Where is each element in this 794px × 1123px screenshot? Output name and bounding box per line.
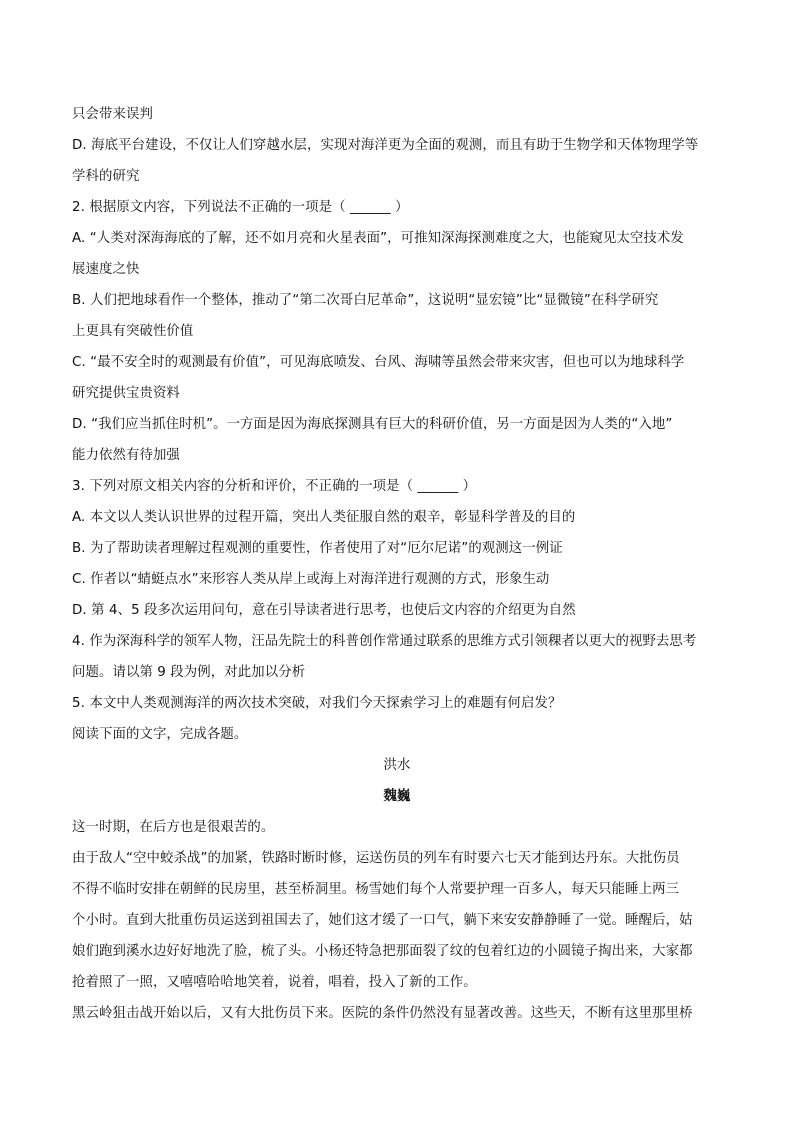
- text-line: 不得不临时安排在朝鲜的民房里，甚至桥洞里。杨雪她们每个人常要护理一百多人，每天只能睡上两三: [72, 882, 680, 897]
- text-line: 问题。请以第 9 段为例，对此加以分析: [72, 665, 306, 680]
- question-2-option-b: B. 人们把地球看作一个整体，推动了“第二次哥白尼革命”，这说明“显宏镜”比“显微镜”在科学研究: [72, 293, 659, 308]
- question-2-option-c: C. “最不安全时的观测最有价值”，可见海底喷发、台风、海啸等虽然会带来灾害，但也可以为地球科学: [72, 355, 685, 370]
- text-line: 展速度之快: [72, 262, 140, 277]
- text-line: 个小时。直到大批重伤员运送到祖国去了，她们这才缓了一口气，躺下来安安静静睡了一觉。睡醒后，姑: [72, 913, 693, 928]
- text-line: 抢着照了一照，又嘻嘻哈哈地笑着，说着，唱着，投入了新的工作。: [72, 975, 477, 990]
- question-3-option-a: A. 本文以人类认识世界的过程开篇，突出人类征服自然的艰辛，彰显科学普及的目的: [72, 510, 576, 525]
- question-3-option-b: B. 为了帮助读者理解过程观测的重要性，作者使用了对“厄尔尼诺”的观测这一例证: [72, 541, 563, 556]
- text-line: 只会带来误判: [72, 107, 153, 122]
- passage-paragraph: 由于敌人“空中蛟杀战”的加紧，铁路时断时修，运送伤员的列车有时要六七天才能到达丹东。大批伤员: [72, 851, 680, 866]
- question-3-option-c: C. 作者以“蜻蜓点水”来形容人类从岸上或海上对海洋进行观测的方式，形象生动: [72, 572, 550, 587]
- question-2-option-d: D. “我们应当抓住时机”。一方面是因为海底探测具有巨大的科研价值，另一方面是因为人类的“入地”: [72, 417, 673, 432]
- question-4: 4. 作为深海科学的领军人物，汪品先院士的科普创作常通过联系的思维方式引领稞者以更大的视野去思考: [72, 634, 697, 649]
- text-line: 娘们跑到溪水边好好地洗了脸，梳了头。小杨还特急把那面裂了纹的包着红边的小圆镜子掏出来，大家都: [72, 944, 693, 959]
- document-text-body: [72, 99, 722, 1029]
- question-3: 3. 下列对原文相关内容的分析和评价，不正确的一项是（ ______ ）: [72, 479, 477, 494]
- text-line: 学科的研究: [72, 169, 140, 184]
- text-line: D. 海底平台建设，不仅让人们穿越水层，实现对海洋更为全面的观测，而且有助于生物学和天体物理学等: [72, 138, 699, 153]
- passage-paragraph: 这一时期，在后方也是很艰苦的。: [72, 820, 275, 835]
- question-2-option-a: A. “人类对深海海底的了解，还不如月亮和火星表面”，可推知深海探测难度之大，也能窥见太空技术发: [72, 231, 684, 246]
- passage-author: 魏巍: [383, 789, 411, 804]
- question-2: 2. 根据原文内容，下列说法不正确的一项是（ ______ ）: [72, 200, 409, 215]
- passage-paragraph: 黑云岭狙击战开始以后，又有大批伤员下来。医院的条件仍然没有显著改善。这些天，不断有这里那里桥: [72, 1006, 693, 1021]
- passage-title: 洪水: [383, 758, 411, 773]
- question-5: 5. 本文中人类观测海洋的两次技术突破，对我们今天探索学习上的难题有何启发？: [72, 696, 562, 711]
- question-3-option-d: D. 第 4、5 段多次运用问句，意在引导读者进行思考，也使后文内容的介绍更为自然: [72, 603, 576, 618]
- text-line: 研究提供宝贵资料: [72, 386, 180, 401]
- text-line: 能力依然有待加强: [72, 448, 180, 463]
- reading-instruction: 阅读下面的文字，完成各题。: [72, 727, 248, 742]
- text-line: 上更具有突破性价值: [72, 324, 194, 339]
